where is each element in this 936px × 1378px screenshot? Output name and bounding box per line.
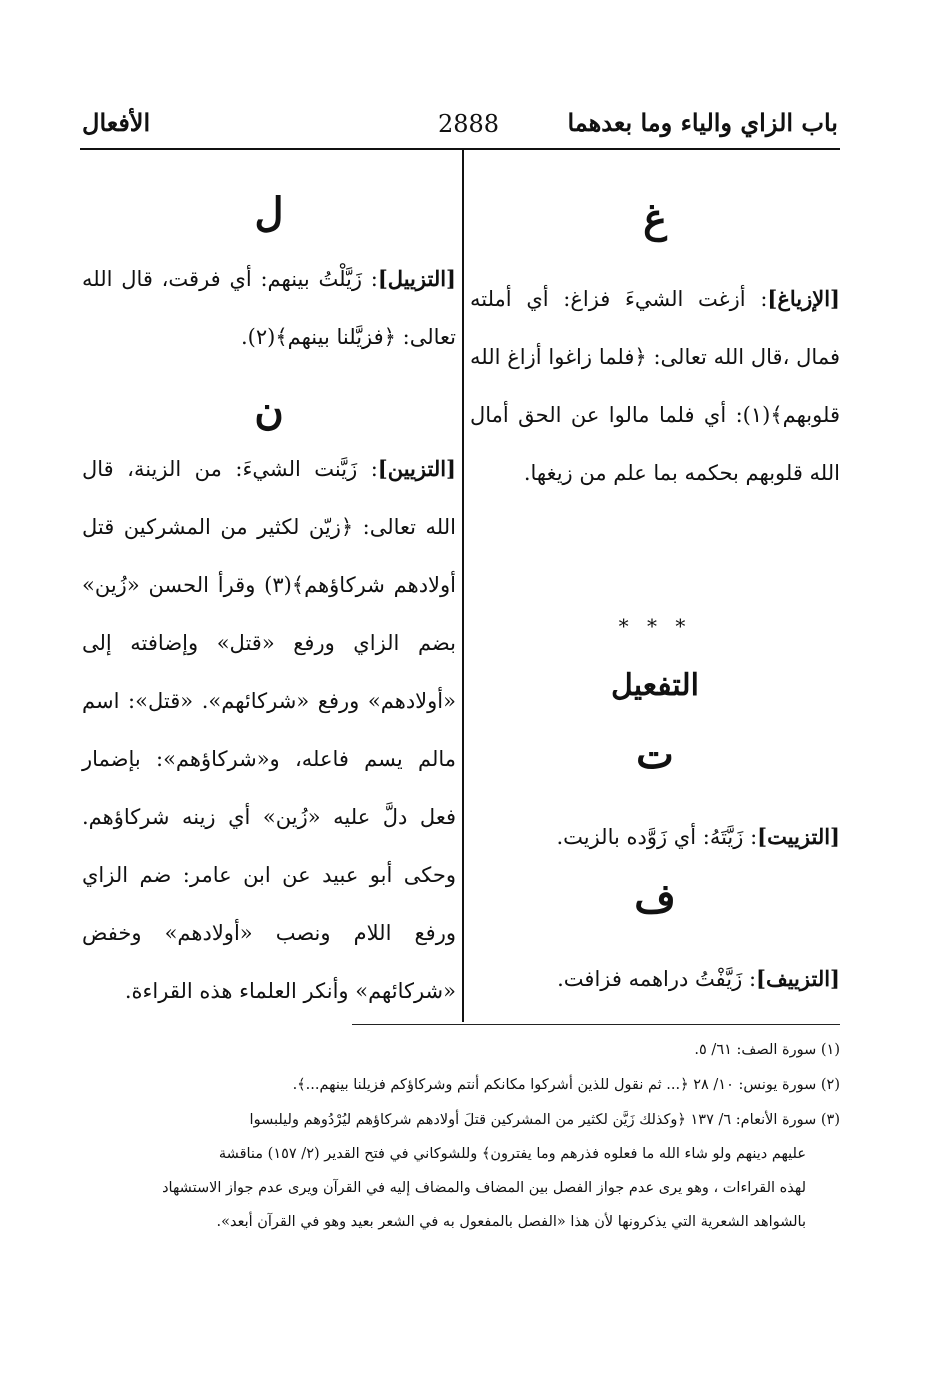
header-rule	[80, 148, 840, 150]
letter-heading-nun: ن	[254, 387, 284, 434]
section-title: التفعيل	[611, 668, 699, 703]
entry-text: : أزغت الشيءَ فزاغ: أي أملته فمال ،قال الله تعالى: ﴿فلما زاغوا أزاغ الله قلوبهم﴾(١): أي فلما مالوا عن الحق أمال الله قلوبهم بحكمه بما علم من زيغها.	[470, 287, 840, 485]
footnote-3-line-3: لهذه القراءات ، وهو يرى عدم جواز الفصل بين المضاف والمضاف إليه في القرآن ويرى عدم جواز الاستشهاد	[162, 1180, 806, 1196]
footnote-1: (١) سورة الصف: ٦١/ ٥.	[694, 1042, 840, 1058]
letter-heading-lam: ل	[254, 189, 284, 236]
section-separator: * * *	[618, 614, 692, 638]
footnote-3-line-4: بالشواهد الشعرية التي يذكرونها لأن هذا «الفصل بالمفعول به في الشعر بعيد وهو في القرآن أبعد».	[216, 1214, 806, 1230]
page-number: 2888	[438, 110, 500, 138]
entry-tazyit	[470, 808, 840, 866]
entry-term: [التزييف]	[756, 966, 840, 991]
entry-text: : زَيَّنت الشيءَ: من الزينة، قال الله تعالى: ﴿زيّن لكثير من المشركين قتل أولادهم شركاؤهم﴾(٣) وقرأ الحسن «زُين» بضم الزاي ورفع «قتل» وإضافته إلى «أولادهم» ورفع «شركائهم». «قتل»: اسم مالم يسم فاعله، و«شركاؤهم»: بإضمار فعل دلَّ عليه «زُين» أي زينه شركاؤهم. وحكى أبو عبيد عن ابن عامر: ضم الزاي ورفع اللام ونصب «أولادهم» وخفض «شركائهم» وأنكر العلماء هذه القراءة.	[82, 457, 456, 1003]
letter-heading-ghain: غ	[643, 195, 667, 242]
entry-term: [الإزياغ]	[767, 286, 840, 311]
entry-tazyin	[82, 440, 456, 1020]
letter-heading-ta: ت	[636, 731, 674, 778]
entry-term: [التزيين]	[377, 456, 456, 481]
entry-izyagh	[470, 270, 840, 502]
entry-tazyif	[470, 950, 840, 1008]
entry-term: [التزييل]	[377, 266, 456, 291]
letter-heading-fa: ف	[634, 875, 676, 922]
entry-text: : زَيَّلْتُ بينهم: أي فرقت، قال الله تعالى: ﴿فزيَّلنا بينهم﴾(٢).	[82, 267, 456, 349]
chapter-title: باب الزاي والياء وما بعدهما	[567, 108, 838, 137]
entry-term: [التزييت]	[757, 824, 840, 849]
section-label: الأفعال	[82, 108, 151, 137]
entry-text: : زَيَّتَهُ: أي زَوَّده بالزيت.	[556, 825, 758, 849]
entry-tazyil	[82, 250, 456, 366]
footnote-3-line-2: عليهم دينهم ولو شاء الله ما فعلوه فذرهم وما يفترون﴾ وللشوكاني في فتح القدير (٢/ ١٥٧) مناقشة	[218, 1146, 806, 1162]
footnote-3: (٣) سورة الأنعام: ٦/ ١٣٧ ﴿وكذلك زَيَّن لكثير من المشركين قتلَ أولادهم شركاؤهم ليُرْدُوهم وليلبسوا	[249, 1112, 840, 1128]
column-divider	[462, 150, 464, 1022]
entry-text: : زَيَّفْتُ دراهمه فزافت.	[557, 967, 757, 991]
page-header	[0, 108, 936, 148]
footnote-rule	[352, 1024, 840, 1025]
footnote-2: (٢) سورة يونس: ١٠/ ٢٨ ﴿... ثم نقول للذين أشركوا مكانكم أنتم وشركاؤكم فزيلنا بينهم...﴾.	[292, 1077, 840, 1093]
